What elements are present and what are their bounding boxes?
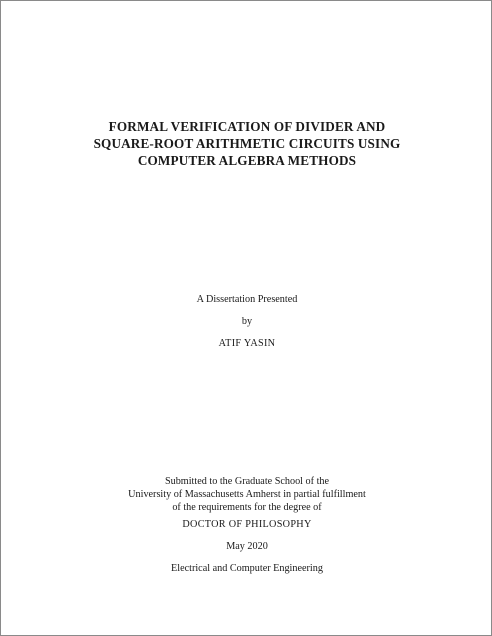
presented-line: A Dissertation Presented (196, 294, 298, 305)
degree-name: DOCTOR OF PHILOSOPHY (182, 519, 312, 530)
dissertation-title (1, 118, 492, 169)
submission-line-3: of the requirements for the degree of (172, 502, 322, 513)
submission-line-2: University of Massachusetts Amherst in partial fulfillment (128, 489, 366, 500)
title-line-3: COMPUTER ALGEBRA METHODS (137, 153, 357, 168)
department-name: Electrical and Computer Engineering (171, 563, 323, 574)
author-name: ATIF YASIN (218, 338, 276, 349)
submission-line-1: Submitted to the Graduate School of the (164, 476, 330, 487)
title-line-2: SQUARE-ROOT ARITHMETIC CIRCUITS USING (93, 136, 401, 151)
by-line: by (241, 316, 253, 327)
submission-date: May 2020 (226, 541, 268, 552)
title-line-1: FORMAL VERIFICATION OF DIVIDER AND (108, 119, 386, 134)
